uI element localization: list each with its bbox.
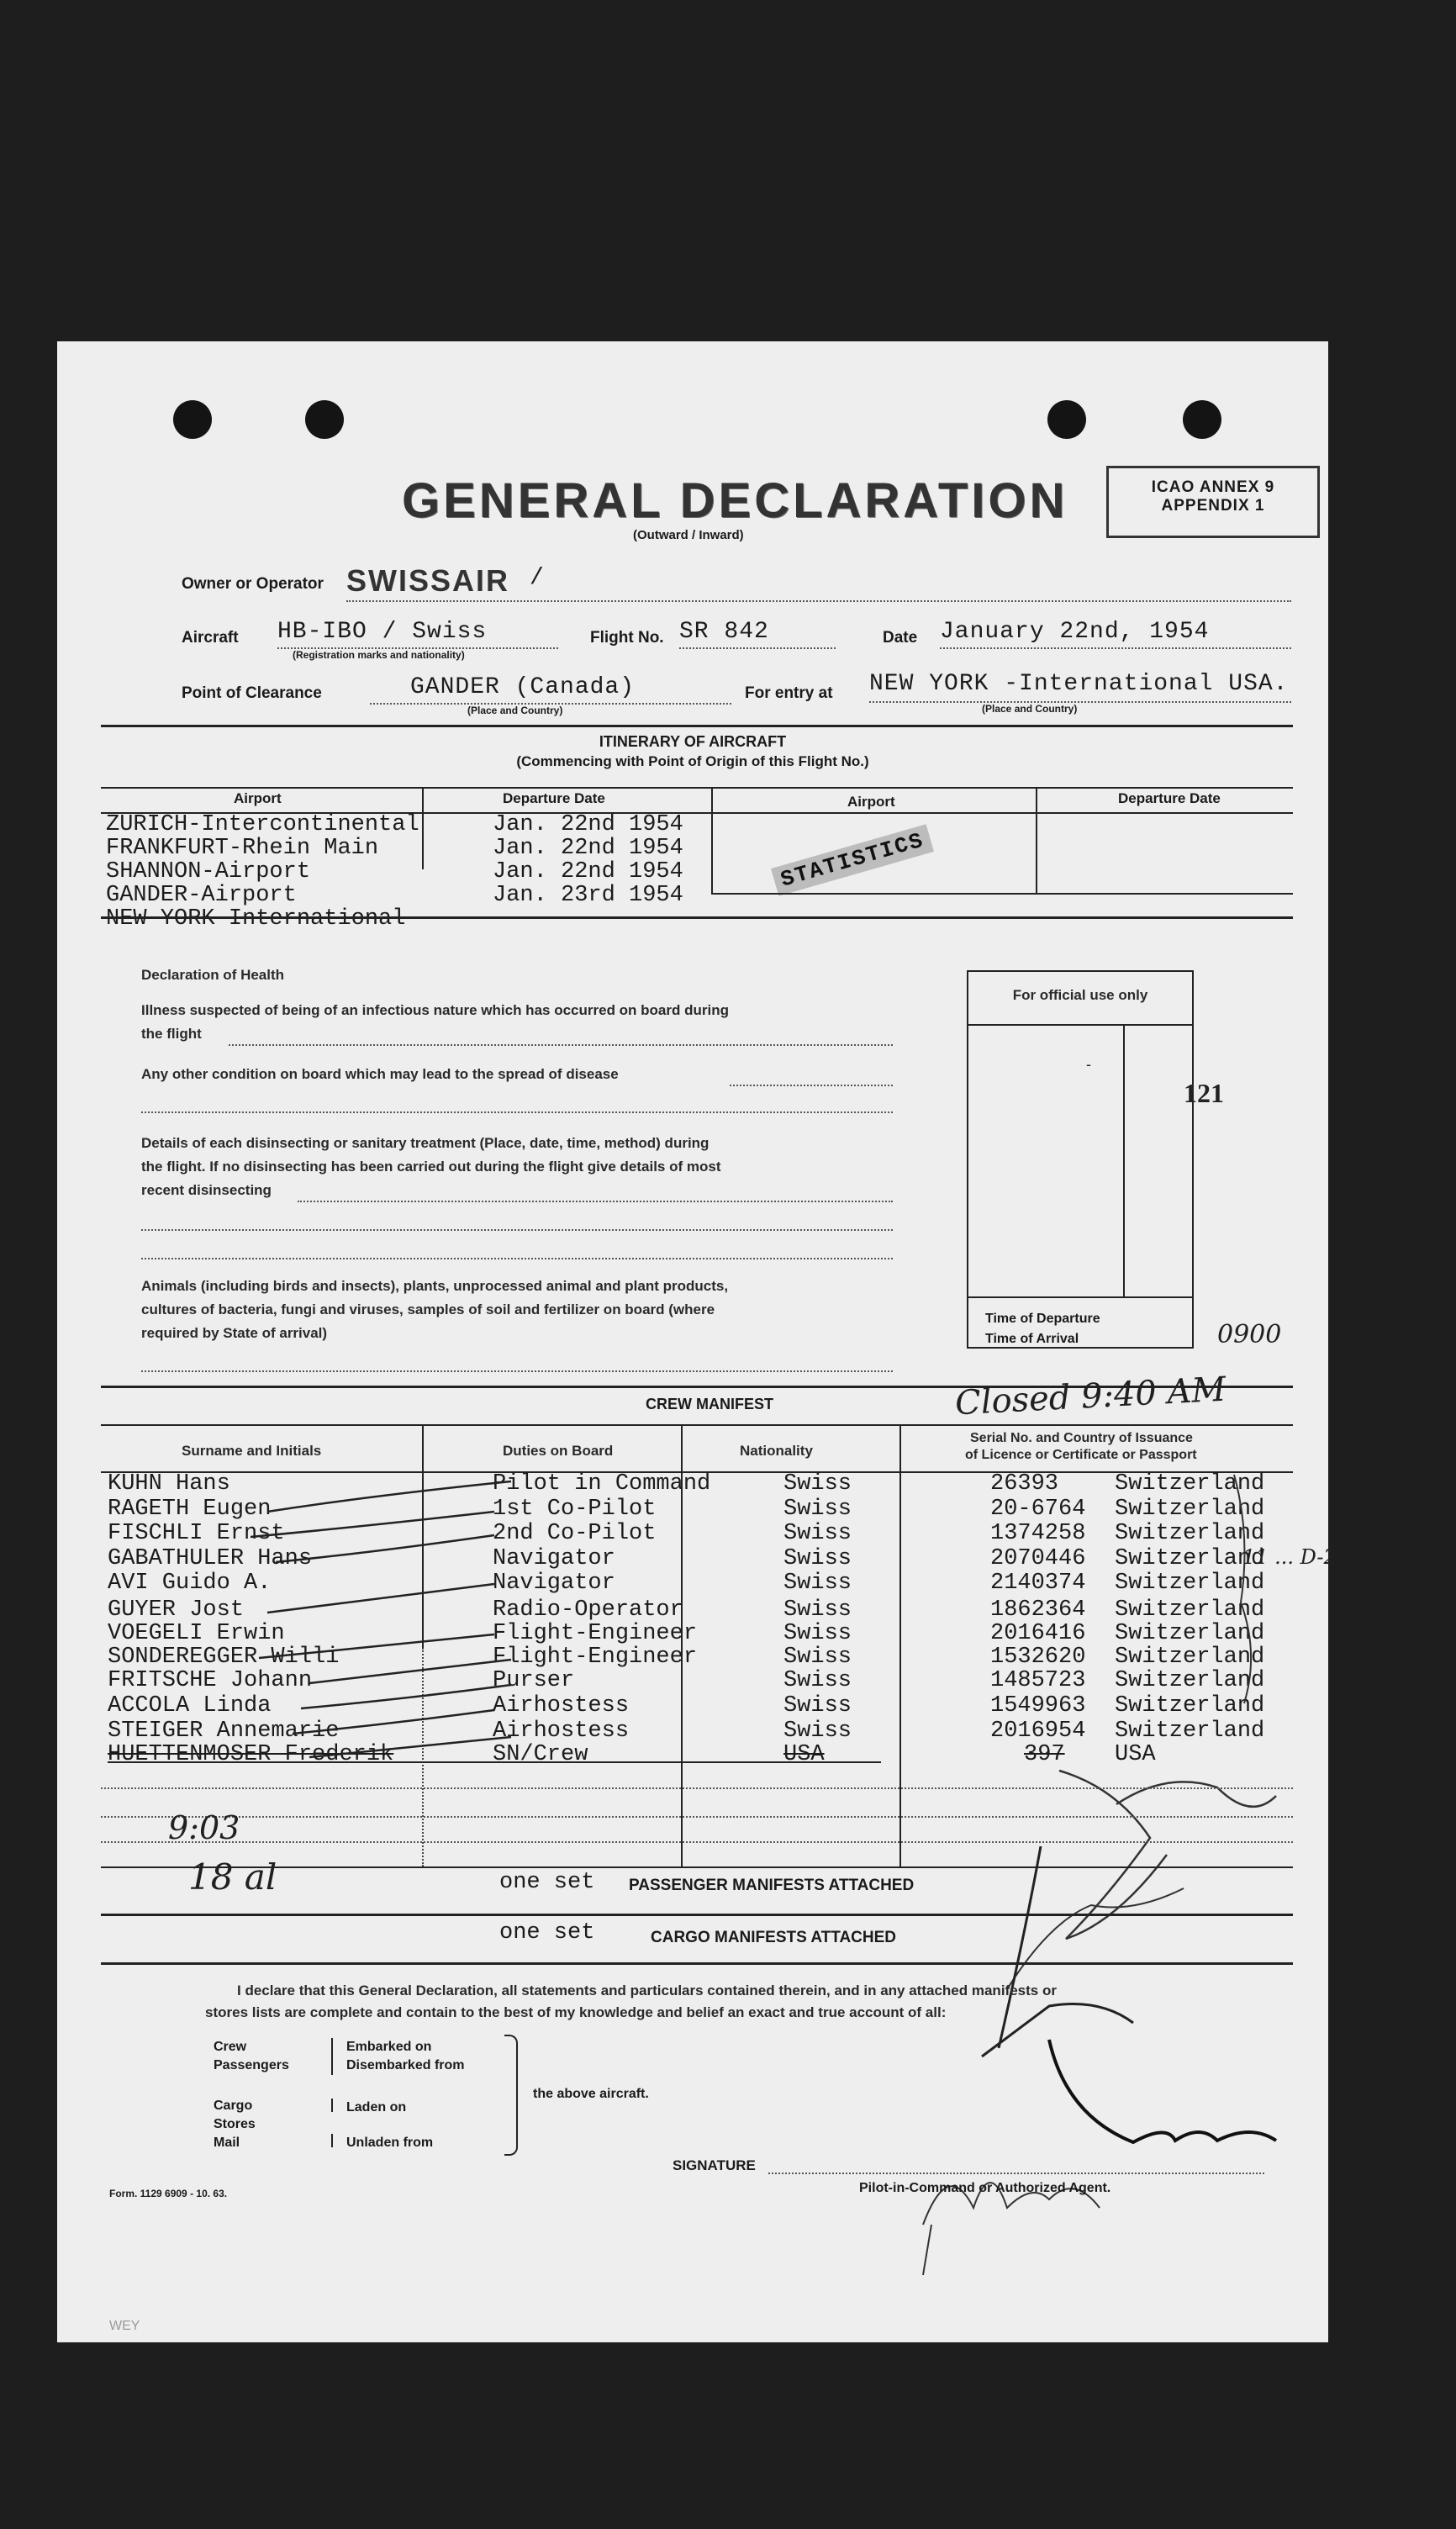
- crew-name-struck: HUETTENMOSER Frederik: [108, 1742, 394, 1767]
- crew-country: Switzerland: [1115, 1597, 1265, 1623]
- crew-col-serial-1: Serial No. and Country of Issuance: [970, 1431, 1193, 1445]
- signature-caption: Pilot-in-Command or Authorized Agent.: [859, 2181, 1111, 2195]
- crew-name: RAGETH Eugen: [108, 1497, 272, 1522]
- crew-nationality: Swiss: [783, 1597, 852, 1623]
- decl-laden: Laden on: [346, 2100, 407, 2115]
- crew-country: Switzerland: [1115, 1719, 1265, 1744]
- crew-col-serial-2: of Licence or Certificate or Passport: [965, 1448, 1197, 1462]
- annex-line1: ICAO ANNEX 9: [1151, 478, 1275, 496]
- crew-serial: 1862364: [990, 1597, 1086, 1623]
- crew-col-duties: Duties on Board: [503, 1443, 614, 1459]
- itinerary-date: Jan. 23rd 1954: [493, 883, 683, 908]
- health-q4-line1: Animals (including birds and insects), plants, unprocessed animal and plant products,: [141, 1278, 729, 1294]
- crew-nationality: Swiss: [783, 1621, 852, 1646]
- decl-cargo: Cargo: [214, 2099, 253, 2113]
- decl-passengers: Passengers: [214, 2058, 289, 2072]
- crew-country: USA: [1115, 1742, 1156, 1767]
- crew-name: KUHN Hans: [108, 1471, 230, 1497]
- crew-serial: 1485723: [990, 1668, 1086, 1693]
- crew-serial: 20-6764: [990, 1497, 1086, 1522]
- flight-value: SR 842: [679, 619, 769, 645]
- itinerary-date: Jan. 22nd 1954: [493, 836, 683, 861]
- crew-duty: Navigator: [493, 1546, 615, 1571]
- crew-name: GUYER Jost: [108, 1597, 245, 1623]
- crew-duty: Flight-Engineer: [493, 1621, 698, 1646]
- side-notes: 11 ... D-2: [1242, 1545, 1337, 1569]
- declaration-line1: I declare that this General Declaration, all statements and particulars contained therein, and in any attached manifests or: [237, 1983, 1057, 1998]
- health-q3-line3: recent disinsecting: [141, 1182, 272, 1198]
- crew-serial: 26393: [990, 1471, 1059, 1497]
- itin-col-airport: Airport: [234, 790, 282, 806]
- crew-serial: 1549963: [990, 1693, 1086, 1719]
- decl-unladen: Unladen from: [346, 2136, 434, 2150]
- crew-nationality: Swiss: [783, 1719, 852, 1744]
- owner-label: Owner or Operator: [182, 575, 324, 593]
- date-value: January 22nd, 1954: [940, 619, 1210, 645]
- itinerary-subtitle: (Commencing with Point of Origin of this Flight No.): [516, 753, 869, 769]
- decl-crew: Crew: [214, 2040, 247, 2054]
- crew-col-surname: Surname and Initials: [182, 1443, 322, 1459]
- health-q3-line1: Details of each disinsecting or sanitary treatment (Place, date, time, method) during: [141, 1135, 710, 1151]
- itin-col-departure2: Departure Date: [1118, 790, 1221, 806]
- form-number: Form. 1129 6909 - 10. 63.: [109, 2188, 228, 2199]
- itin-col-departure: Departure Date: [503, 790, 605, 806]
- health-q4-line3: required by State of arrival): [141, 1325, 328, 1341]
- crew-nationality: Swiss: [783, 1668, 852, 1693]
- crew-serial: 1374258: [990, 1521, 1086, 1546]
- owner-value: SWISSAIR: [346, 563, 510, 598]
- crew-duty: 2nd Co-Pilot: [493, 1521, 657, 1546]
- crew-name: ACCOLA Linda: [108, 1693, 272, 1719]
- departure-time-label: Time of Departure: [985, 1312, 1100, 1326]
- crew-nationality: Swiss: [783, 1693, 852, 1719]
- crew-col-nationality: Nationality: [740, 1443, 813, 1459]
- aircraft-value: HB-IBO / Swiss: [277, 619, 488, 645]
- owner-slash: /: [530, 565, 545, 591]
- crew-nationality: Swiss: [783, 1546, 852, 1571]
- official-number: 121: [1184, 1078, 1224, 1108]
- official-title: For official use only: [1012, 987, 1148, 1003]
- aircraft-caption: (Registration marks and nationality): [293, 649, 465, 661]
- health-heading: Declaration of Health: [141, 967, 285, 983]
- arrival-time-label: Time of Arrival: [985, 1332, 1079, 1346]
- crew-name: FISCHLI Ernst: [108, 1521, 285, 1546]
- document-page: [57, 341, 1337, 2342]
- crew-duty: Flight-Engineer: [493, 1645, 698, 1670]
- crew-name: GABATHULER Hans: [108, 1546, 313, 1571]
- crew-duty: Pilot in Command: [493, 1471, 711, 1497]
- crew-duty: Airhostess: [493, 1719, 630, 1744]
- declaration-line2: stores lists are complete and contain to the best of my knowledge and belief an exact and true account of all:: [205, 2004, 947, 2020]
- crew-name: AVI Guido A.: [108, 1571, 272, 1596]
- crew-serial: 397: [1024, 1742, 1065, 1767]
- form-subtitle: (Outward / Inward): [633, 528, 744, 542]
- crew-name: STEIGER Annemarie: [108, 1719, 340, 1744]
- margin-note-2: 18 al: [188, 1856, 277, 1898]
- itinerary-title: ITINERARY OF AIRCRAFT: [599, 733, 787, 750]
- crew-name: SONDEREGGER Willi: [108, 1645, 340, 1670]
- crew-nationality: Swiss: [783, 1645, 852, 1670]
- itinerary-airport: FRANKFURT-Rhein Main: [106, 836, 379, 861]
- decl-mail: Mail: [214, 2136, 240, 2150]
- crew-country: Switzerland: [1115, 1668, 1265, 1693]
- health-q1-line1: Illness suspected of being of an infectious nature which has occurred on board during: [141, 1002, 729, 1018]
- crew-nationality: USA: [783, 1742, 825, 1767]
- official-dash: -: [1086, 1056, 1091, 1073]
- crew-name: VOEGELI Erwin: [108, 1621, 285, 1646]
- passenger-manifest-count: one set: [499, 1870, 595, 1895]
- signature-label: SIGNATURE: [673, 2157, 756, 2173]
- crew-serial: 2140374: [990, 1571, 1086, 1596]
- bracket: [504, 2035, 518, 2156]
- crew-duty: SN/Crew: [493, 1742, 588, 1767]
- crew-nationality: Swiss: [783, 1571, 852, 1596]
- crew-name: FRITSCHE Johann: [108, 1668, 313, 1693]
- crew-country: Switzerland: [1115, 1693, 1265, 1719]
- decl-aircraft-text: the above aircraft.: [533, 2087, 649, 2101]
- pen-marks: [57, 341, 1328, 2342]
- crew-country: Switzerland: [1115, 1471, 1265, 1497]
- crew-country: Switzerland: [1115, 1546, 1265, 1571]
- itinerary-airport: GANDER-Airport: [106, 883, 297, 908]
- passenger-manifest-label: PASSENGER MANIFESTS ATTACHED: [629, 1877, 915, 1894]
- crew-title: CREW MANIFEST: [646, 1396, 773, 1412]
- crew-country: Switzerland: [1115, 1645, 1265, 1670]
- annex-line2: APPENDIX 1: [1161, 497, 1265, 515]
- margin-note-1: 9:03: [168, 1809, 240, 1846]
- decl-stores: Stores: [214, 2117, 256, 2131]
- itin-col-airport2: Airport: [847, 794, 895, 810]
- clearance-value: GANDER (Canada): [410, 674, 636, 700]
- itinerary-airport: SHANNON-Airport: [106, 859, 311, 884]
- crew-country: Switzerland: [1115, 1521, 1265, 1546]
- clearance-label: Point of Clearance: [182, 684, 322, 702]
- crew-serial: 2070446: [990, 1546, 1086, 1571]
- decl-disembarked: Disembarked from: [346, 2058, 465, 2072]
- itinerary-date: Jan. 22nd 1954: [493, 812, 683, 837]
- date-label: Date: [883, 629, 918, 647]
- crew-serial: 2016954: [990, 1719, 1086, 1744]
- crew-nationality: Swiss: [783, 1471, 852, 1497]
- form-title: GENERAL DECLARATION: [402, 473, 1068, 528]
- health-q3-line2: the flight. If no disinsecting has been carried out during the flight give details of most: [141, 1159, 721, 1175]
- crew-country: Switzerland: [1115, 1497, 1265, 1522]
- flight-label: Flight No.: [590, 629, 664, 647]
- statistics-stamp: STATISTICS: [771, 824, 934, 896]
- crew-duty: Navigator: [493, 1571, 615, 1596]
- cargo-manifest-label: CARGO MANIFESTS ATTACHED: [651, 1929, 897, 1946]
- cargo-manifest-count: one set: [499, 1920, 595, 1946]
- aircraft-label: Aircraft: [182, 629, 239, 647]
- crew-country: Switzerland: [1115, 1571, 1265, 1596]
- health-q4-line2: cultures of bacteria, fungi and viruses, samples of soil and fertilizer on board (where: [141, 1301, 715, 1317]
- crew-serial: 1532620: [990, 1645, 1086, 1670]
- itinerary-date: Jan. 22nd 1954: [493, 859, 683, 884]
- health-q2: Any other condition on board which may lead to the spread of disease: [141, 1066, 619, 1082]
- crew-duty: Airhostess: [493, 1693, 630, 1719]
- clearance-caption: (Place and Country): [467, 705, 563, 716]
- entry-label: For entry at: [745, 684, 833, 702]
- closed-note: Closed 9:40 AM: [954, 1370, 1227, 1423]
- crew-nationality: Swiss: [783, 1497, 852, 1522]
- entry-caption: (Place and Country): [982, 703, 1078, 715]
- crew-duty: Purser: [493, 1668, 575, 1693]
- entry-value: NEW YORK -International USA.: [869, 671, 1289, 697]
- itinerary-airport: NEW YORK-International: [106, 906, 406, 932]
- crew-country: Switzerland: [1115, 1621, 1265, 1646]
- arrival-time-value: 0900: [1217, 1320, 1282, 1349]
- crew-serial: 2016416: [990, 1621, 1086, 1646]
- crew-duty: 1st Co-Pilot: [493, 1497, 657, 1522]
- decl-embarked: Embarked on: [346, 2040, 432, 2054]
- itinerary-airport: ZURICH-Intercontinental: [106, 812, 419, 837]
- crew-nationality: Swiss: [783, 1521, 852, 1546]
- health-q1-line2: the flight: [141, 1026, 202, 1042]
- corner-mark: WEY: [109, 2319, 140, 2333]
- crew-duty: Radio-Operator: [493, 1597, 683, 1623]
